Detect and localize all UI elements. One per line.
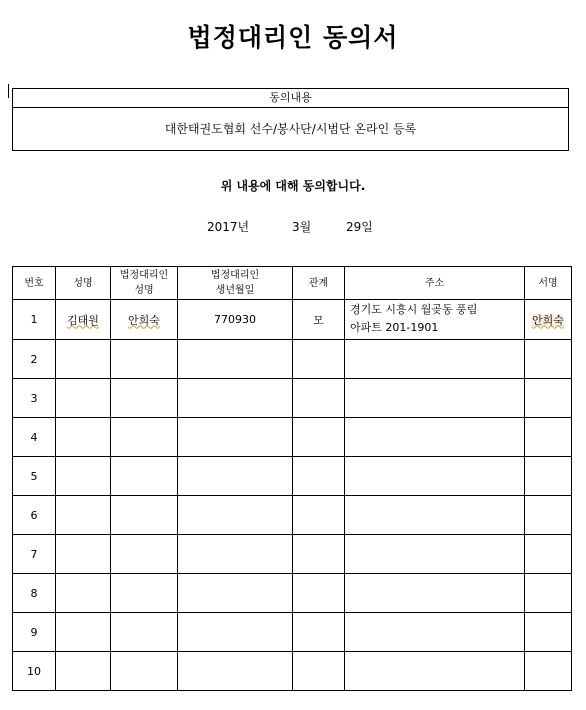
cell-address[interactable] [345, 535, 525, 574]
cell-name[interactable] [56, 496, 111, 535]
cell-guardian-birth[interactable] [178, 496, 293, 535]
cell-number: 10 [13, 652, 56, 691]
cell-address[interactable] [345, 652, 525, 691]
cell-address-line2: 아파트 201-1901 [350, 321, 439, 334]
cell-relation[interactable] [293, 496, 345, 535]
cell-signature[interactable] [525, 457, 572, 496]
cell-guardian-birth[interactable] [178, 340, 293, 379]
table-row [13, 652, 572, 691]
cell-address[interactable] [345, 457, 525, 496]
table-row [13, 418, 572, 457]
consent-statement: 위 내용에 대해 동의합니다. [220, 179, 366, 193]
cell-name[interactable] [56, 379, 111, 418]
table-row [13, 379, 572, 418]
cell-relation[interactable] [293, 535, 345, 574]
table-header-row [13, 267, 572, 300]
cell-relation[interactable] [293, 613, 345, 652]
cell-name[interactable] [56, 457, 111, 496]
cell-number: 3 [13, 379, 56, 418]
cell-guardian-name[interactable] [111, 340, 178, 379]
header-address: 주소 [345, 267, 525, 300]
table-row [13, 613, 572, 652]
cell-name[interactable] [56, 535, 111, 574]
table-row [13, 535, 572, 574]
cell-guardian-name[interactable] [111, 652, 178, 691]
table-row [13, 457, 572, 496]
cell-signature[interactable] [525, 418, 572, 457]
header-name: 성명 [56, 267, 111, 300]
cell-relation[interactable] [293, 574, 345, 613]
cell-address[interactable] [345, 496, 525, 535]
table-row [13, 300, 572, 340]
cell-number: 6 [13, 496, 56, 535]
cell-address[interactable] [345, 574, 525, 613]
cell-address[interactable] [345, 418, 525, 457]
cell-relation[interactable] [293, 340, 345, 379]
header-guardian-name: 법정대리인 성명 [111, 267, 178, 300]
cell-signature[interactable] [525, 535, 572, 574]
address-line1-text: 경기도 시흥시 월곶동 풍림 [350, 303, 478, 316]
cell-signature[interactable] [525, 340, 572, 379]
cell-guardian-birth[interactable] [178, 613, 293, 652]
cell-guardian-name[interactable] [111, 574, 178, 613]
cell-guardian-name[interactable] [111, 535, 178, 574]
consent-body[interactable]: 대한태권도협회 선수/봉사단/시범단 온라인 등록 [164, 122, 417, 136]
cell-name[interactable] [56, 300, 111, 340]
cell-name[interactable] [56, 340, 111, 379]
cell-signature[interactable] [525, 574, 572, 613]
cell-guardian-birth[interactable] [178, 652, 293, 691]
cell-guardian-birth[interactable] [178, 574, 293, 613]
consent-box [12, 88, 569, 151]
date-day[interactable]: 29일 [346, 220, 373, 234]
cell-address[interactable] [345, 613, 525, 652]
cell-signature[interactable] [525, 300, 572, 340]
document-title: 법정대리인 동의서 [187, 23, 399, 52]
cell-number: 7 [13, 535, 56, 574]
cell-relation[interactable] [293, 418, 345, 457]
guardian-table [12, 266, 572, 691]
cell-guardian-birth[interactable]: 770930 [178, 300, 293, 340]
header-signature: 서명 [525, 267, 572, 300]
cell-relation[interactable] [293, 379, 345, 418]
table-row [13, 496, 572, 535]
cell-name[interactable] [56, 613, 111, 652]
consent-header: 동의내용 [13, 89, 568, 108]
cell-guardian-name[interactable] [111, 418, 178, 457]
cell-signature[interactable] [525, 496, 572, 535]
cell-guardian-name[interactable] [111, 613, 178, 652]
cell-number: 8 [13, 574, 56, 613]
header-relation: 관계 [293, 267, 345, 300]
date-month[interactable]: 3월 [292, 220, 312, 234]
cell-guardian-birth[interactable] [178, 379, 293, 418]
cell-number: 2 [13, 340, 56, 379]
cell-number: 5 [13, 457, 56, 496]
cell-guardian-name[interactable] [111, 300, 178, 340]
cell-name[interactable] [56, 418, 111, 457]
cell-guardian-birth[interactable] [178, 535, 293, 574]
cell-relation[interactable] [293, 652, 345, 691]
cell-name[interactable] [56, 574, 111, 613]
cell-guardian-birth[interactable] [178, 418, 293, 457]
cell-guardian-name-text: 안희숙 [128, 313, 160, 327]
text-cursor [8, 84, 9, 98]
cell-number: 1 [13, 300, 56, 340]
cell-number: 4 [13, 418, 56, 457]
cell-relation[interactable]: 모 [293, 300, 345, 340]
cell-guardian-name[interactable] [111, 457, 178, 496]
cell-relation[interactable] [293, 457, 345, 496]
cell-signature[interactable] [525, 652, 572, 691]
cell-name[interactable] [56, 652, 111, 691]
cell-guardian-name[interactable] [111, 379, 178, 418]
cell-name-text: 김태원 [67, 313, 99, 327]
cell-signature[interactable] [525, 379, 572, 418]
cell-signature[interactable] [525, 613, 572, 652]
cell-number: 9 [13, 613, 56, 652]
cell-address[interactable] [345, 340, 525, 379]
table-row [13, 340, 572, 379]
cell-address-line1 [350, 301, 524, 319]
cell-guardian-birth[interactable] [178, 457, 293, 496]
cell-signature-text: 안희숙 [532, 313, 564, 327]
header-guardian-birth: 법정대리인 생년월일 [178, 267, 293, 300]
cell-address[interactable] [345, 300, 525, 340]
cell-guardian-name[interactable] [111, 496, 178, 535]
table-row [13, 574, 572, 613]
date-year[interactable]: 2017년 [207, 220, 250, 234]
header-number: 번호 [13, 267, 56, 300]
cell-address[interactable] [345, 379, 525, 418]
